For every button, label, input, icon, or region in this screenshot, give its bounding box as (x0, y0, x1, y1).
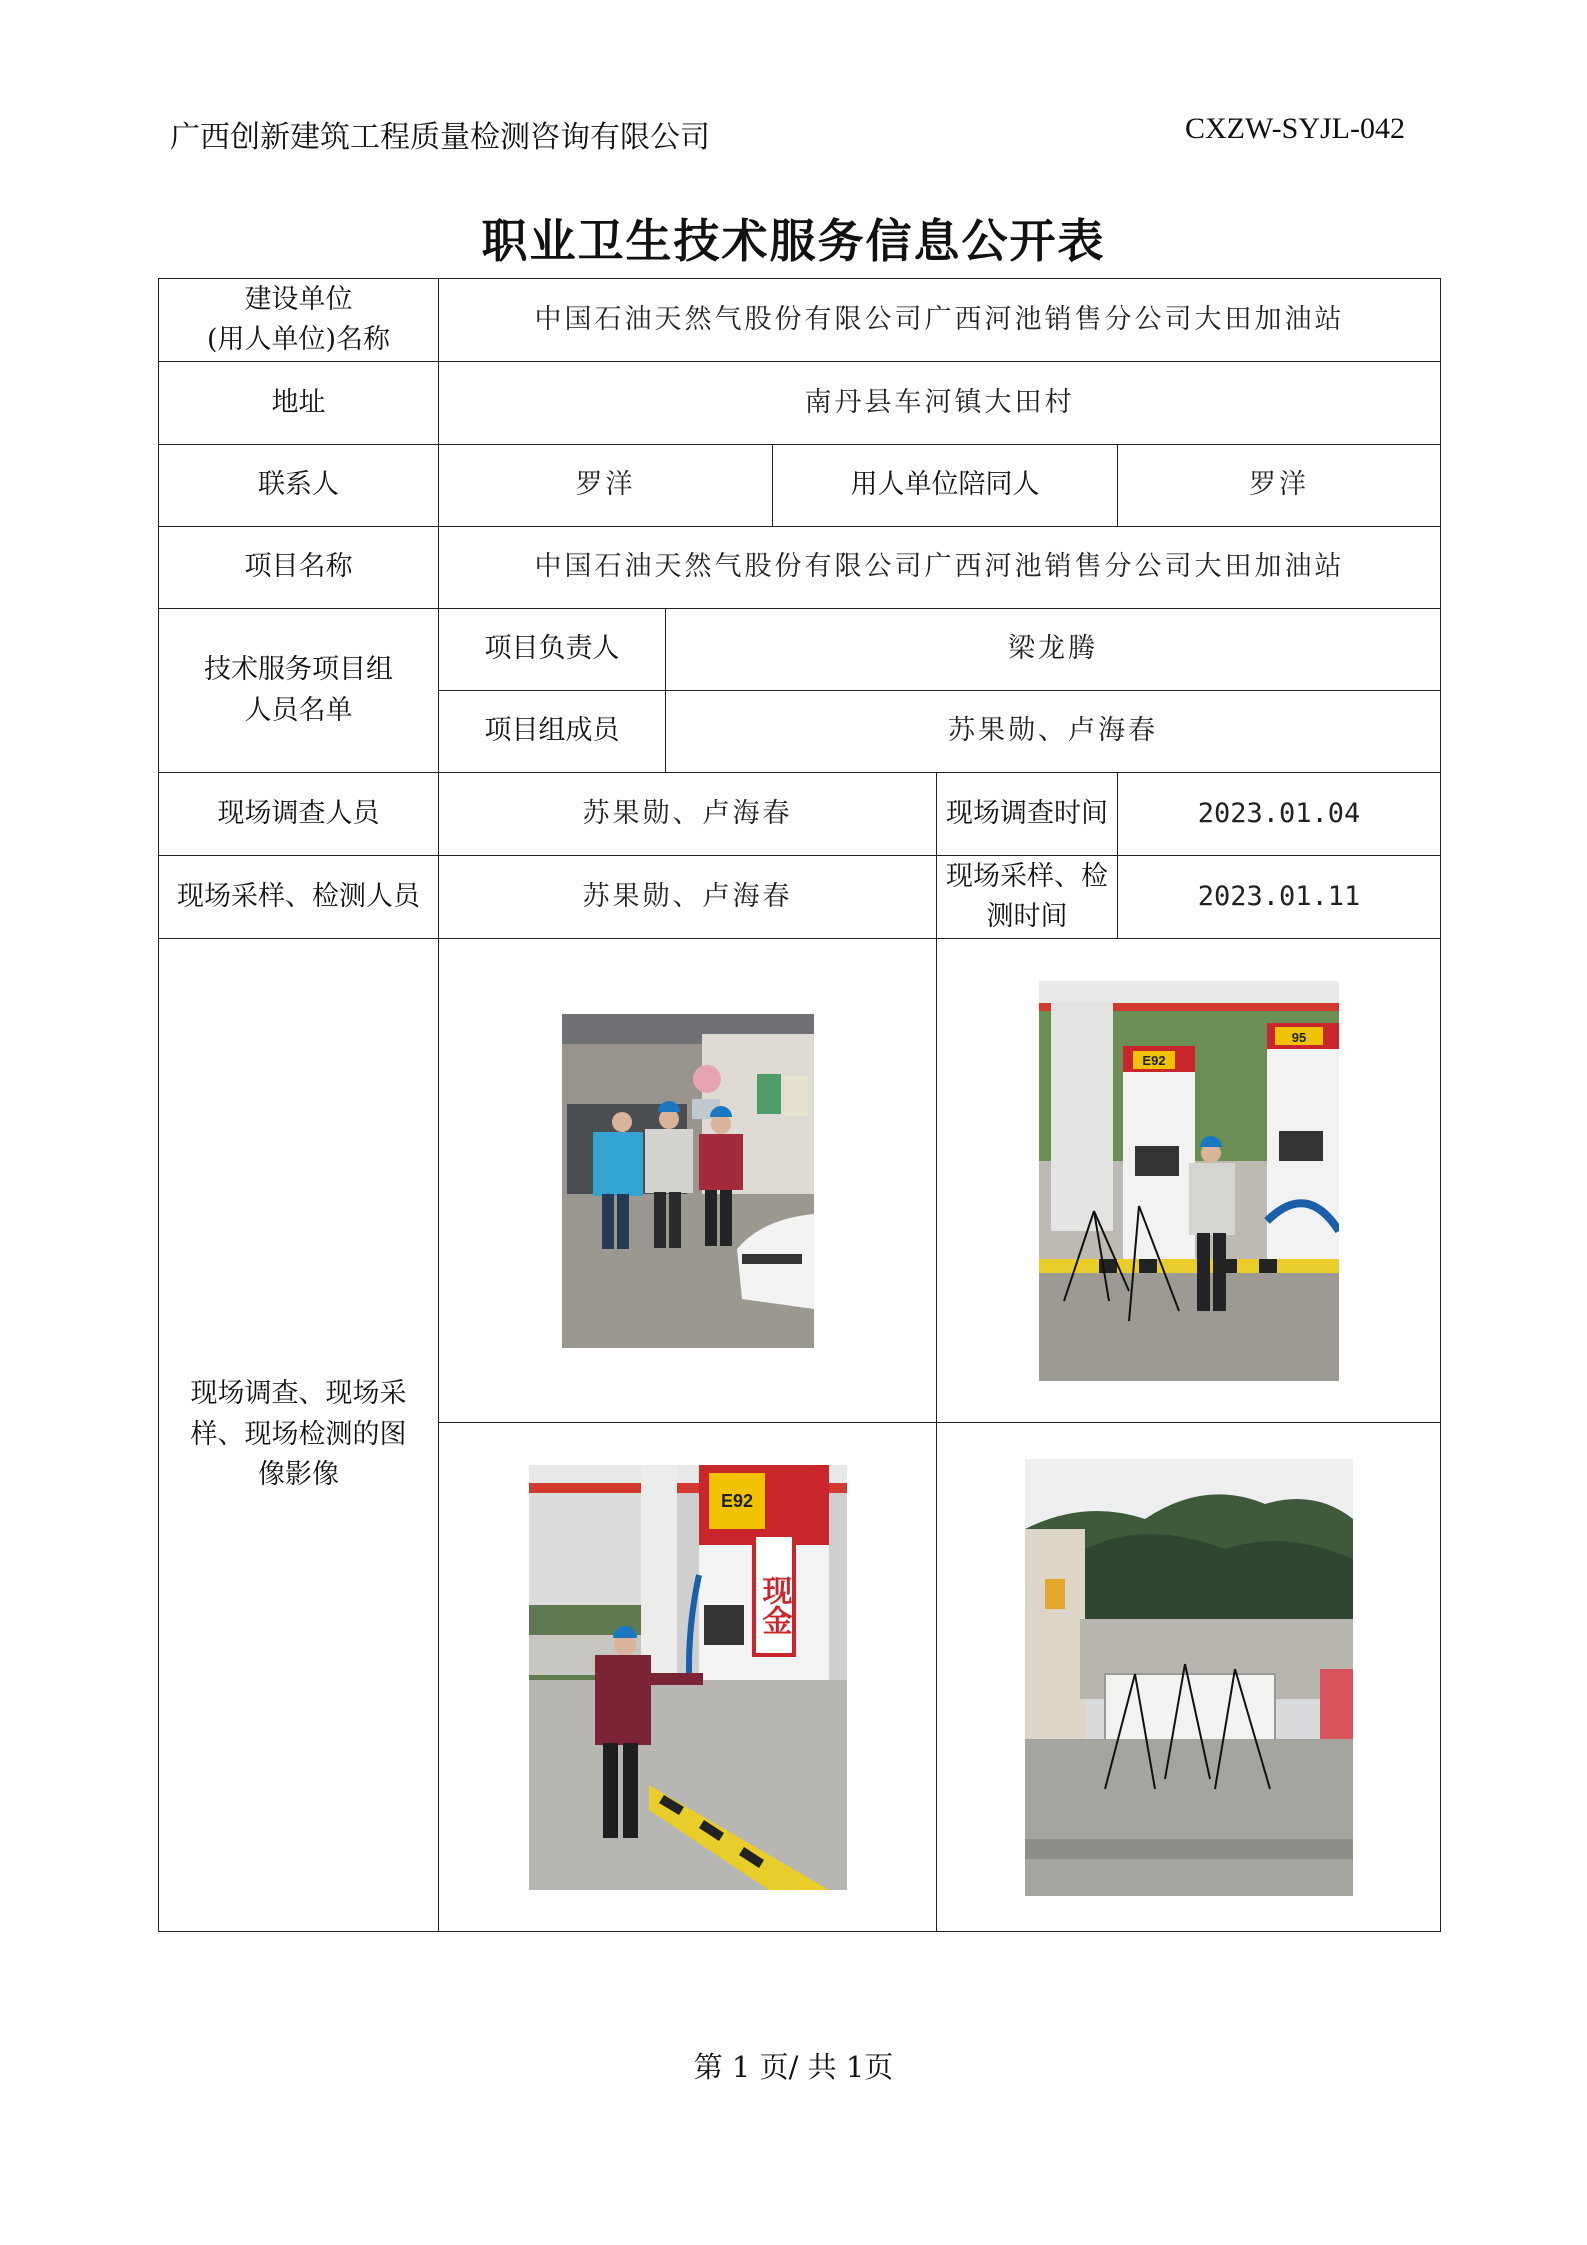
document-code: CXZW-SYJL-042 (1185, 112, 1405, 145)
row-project (159, 527, 1441, 609)
contact-value: 罗洋 (439, 445, 773, 527)
row-unit (159, 279, 1441, 362)
sampling-time-label: 现场采样、检测时间 (937, 856, 1118, 939)
leader-value: 梁龙腾 (666, 609, 1441, 691)
page-title: 职业卫生技术服务信息公开表 (481, 214, 1106, 268)
unit-label-line1: 建设单位 (244, 283, 353, 315)
unit-value: 中国石油天然气股份有限公司广西河池销售分公司大田加油站 (439, 279, 1441, 362)
project-label: 项目名称 (159, 527, 439, 609)
company-name: 广西创新建筑工程质量检测咨询有限公司 (170, 120, 710, 155)
pump-a-sign: E92 (1141, 1052, 1166, 1068)
pump-b-sign: 95 (1291, 1029, 1306, 1045)
survey-staff-value: 苏果勋、卢海春 (439, 773, 937, 856)
row-leader (159, 609, 1441, 691)
unit-label-line2: (用人单位)名称 (206, 324, 391, 355)
leader-label: 项目负责人 (439, 609, 666, 691)
members-value: 苏果勋、卢海春 (666, 691, 1441, 773)
photo-pump-tripods (1039, 981, 1339, 1381)
photo-cell-4 (937, 1423, 1441, 1932)
unit-label (159, 279, 439, 362)
address-label: 地址 (159, 362, 439, 445)
row-sampling (159, 856, 1441, 939)
row-photos-1 (159, 939, 1441, 1423)
row-contact (159, 445, 1441, 527)
row-survey (159, 773, 1441, 856)
info-table (158, 278, 1441, 1932)
escort-value: 罗洋 (1118, 445, 1441, 527)
team-label: 技术服务项目组人员名单 (159, 609, 439, 773)
photo-tank-area (1025, 1459, 1353, 1896)
project-value: 中国石油天然气股份有限公司广西河池销售分公司大田加油站 (439, 527, 1441, 609)
photo-cell-1 (439, 939, 937, 1423)
photo-cell-2 (937, 939, 1441, 1423)
sampling-staff-label: 现场采样、检测人员 (159, 856, 439, 939)
row-address (159, 362, 1441, 445)
page-footer: 第 1 页/ 共 1页 (693, 2050, 894, 2084)
photo-pump-nozzle (529, 1465, 847, 1890)
escort-label: 用人单位陪同人 (773, 445, 1118, 527)
cash-banner: 现金 (756, 1574, 791, 1635)
survey-staff-label: 现场调查人员 (159, 773, 439, 856)
images-label: 现场调查、现场采样、现场检测的图像影像 (159, 939, 439, 1932)
members-label: 项目组成员 (439, 691, 666, 773)
sampling-time-value: 2023.01.11 (1118, 856, 1441, 939)
sampling-staff-value: 苏果勋、卢海春 (439, 856, 937, 939)
contact-label: 联系人 (159, 445, 439, 527)
pump-c-sign: E92 (720, 1490, 753, 1511)
photo-cell-3 (439, 1423, 937, 1932)
address-value: 南丹县车河镇大田村 (439, 362, 1441, 445)
photo-workers-group (562, 1014, 814, 1348)
survey-time-label: 现场调查时间 (937, 773, 1118, 856)
survey-time-value: 2023.01.04 (1118, 773, 1441, 856)
